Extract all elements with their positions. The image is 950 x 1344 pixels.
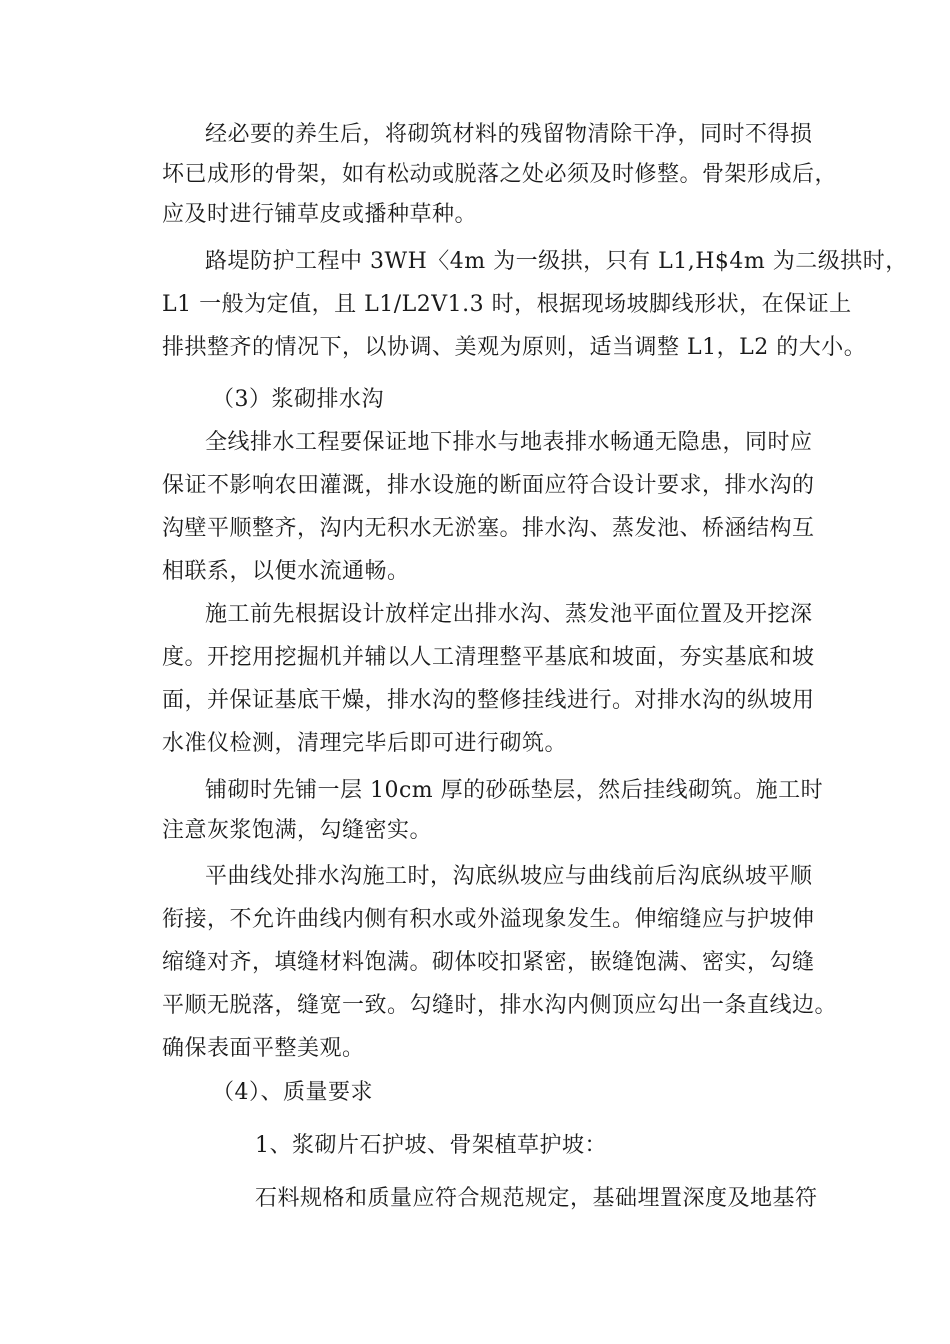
text-line: 全线排水工程要保证地下排水与地表排水畅通无隐患，同时应 [205, 430, 813, 455]
text-line: 应及时进行铺草皮或播种草种。 [162, 202, 478, 227]
text-line: 沟壁平顺整齐，沟内无积水无淤塞。排水沟、蒸发池、桥涵结构互 [162, 516, 815, 541]
text-line: 路堤防护工程中 3WH〈4m 为一级拱，只有 L1,H$4m 为二级拱时， [205, 249, 908, 274]
text-line: 面，并保证基底干燥，排水沟的整修挂线进行。对排水沟的纵坡用 [162, 688, 815, 713]
text-line: 平曲线处排水沟施工时，沟底纵坡应与曲线前后沟底纵坡平顺 [205, 864, 813, 889]
text-line: 相联系，以便水流通畅。 [162, 559, 410, 584]
subsection-heading: 1、浆砌片石护坡、骨架植草护坡： [255, 1133, 607, 1158]
text-line: 经必要的养生后，将砌筑材料的残留物清除干净，同时不得损 [205, 122, 813, 147]
text-line: L1 一般为定值，且 L1/L2V1.3 时，根据现场坡脚线形状，在保证上 [162, 292, 852, 317]
text-line: 度。开挖用挖掘机并辅以人工清理整平基底和坡面，夯实基底和坡 [162, 645, 815, 670]
text-line: 保证不影响农田灌溉，排水设施的断面应符合设计要求，排水沟的 [162, 473, 815, 498]
text-line: 注意灰浆饱满，勾缝密实。 [162, 818, 433, 843]
text-line: 排拱整齐的情况下，以协调、美观为原则，适当调整 L1，L2 的大小。 [162, 335, 867, 360]
section-heading: （4）、质量要求 [212, 1080, 373, 1105]
text-line: 衔接，不允许曲线内侧有积水或外溢现象发生。伸缩缝应与护坡伸 [162, 907, 815, 932]
text-line: 水准仪检测，清理完毕后即可进行砌筑。 [162, 731, 568, 756]
text-line: 缩缝对齐，填缝材料饱满。砌体咬扣紧密，嵌缝饱满、密实，勾缝 [162, 950, 815, 975]
text-line: 坏已成形的骨架，如有松动或脱落之处必须及时修整。骨架形成后， [162, 162, 838, 187]
section-heading: （3）浆砌排水沟 [212, 387, 384, 412]
text-line: 施工前先根据设计放样定出排水沟、蒸发池平面位置及开挖深 [205, 602, 813, 627]
text-line: 确保表面平整美观。 [162, 1036, 365, 1061]
text-line: 铺砌时先铺一层 10cm 厚的砂砾垫层，然后挂线砌筑。施工时 [205, 778, 824, 803]
text-line: 平顺无脱落，缝宽一致。勾缝时，排水沟内侧顶应勾出一条直线边。 [162, 993, 838, 1018]
text-line: 石料规格和质量应符合规范规定，基础埋置深度及地基符 [255, 1186, 818, 1211]
